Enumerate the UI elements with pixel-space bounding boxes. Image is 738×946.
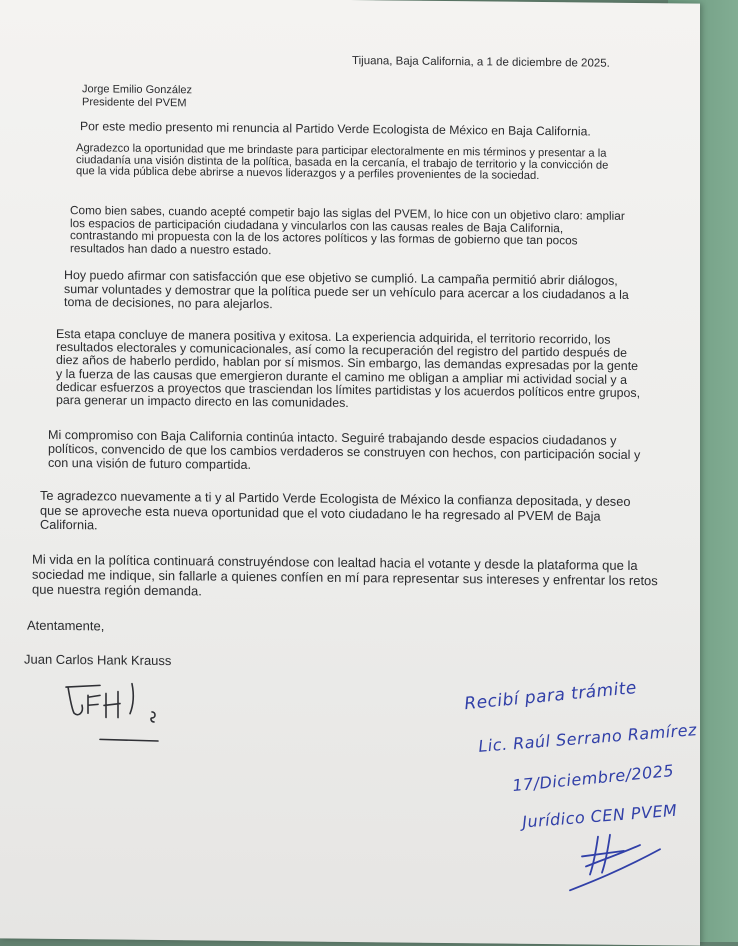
body-paragraph-4: Esta etapa concluye de manera positiva y exitosa. La experiencia adquirida, el territorio recorrido, los resultados electorales y comunicacionales, así como la recuperación del registro del partido después de diez años de haberlo perdido, hablan por sí mismos. Sin embargo, las demandas expresadas por la gente y la fuerza de las causas que emergieron durante el camino me obligan a ampliar mi actividad social y a dedicar esfuerzos a proyectos que trasciendan los límites partidistas y los acuerdos políticos entre grupos, para generar un impacto directo en las comunidades. bbox=[56, 326, 641, 411]
place-date: Tijuana, Baja California, a 1 de diciembre de 2025. bbox=[352, 55, 610, 70]
body-paragraph-6: Te agradezco nuevamente a ti y al Partido Verde Ecologista de México la confianza depositada, y deseo que se aproveche esta nueva oportunidad que el voto ciudadano le ha regresado al PVEM de Baja California. bbox=[40, 487, 631, 533]
receipt-note bbox=[460, 667, 720, 910]
body-paragraph-1: Agradezco la oportunidad que me brindaste para participar electoralmente en mis términos y presentar a la ciudadanía una visión distinta de la política, basada en la cercanía, el trabajo de territorio y la convicción de que la vida pública debe abrirse a nuevos liderazgos y a perfiles provenientes de la sociedad. bbox=[76, 142, 609, 182]
body-paragraph-3: Hoy puedo afirmar con satisfacción que ese objetivo se cumplió. La campaña permitió abrir diálogos, sumar voluntades y demostrar que la política puede ser un vehículo para acercar a los ciudadanos a la toma de decisiones, no para alejarlos. bbox=[64, 268, 629, 312]
receiver-signature-mark bbox=[560, 826, 670, 897]
intro-paragraph: Por este medio presento mi renuncia al Partido Verde Ecologista de México en Baja California. bbox=[80, 119, 591, 139]
addressee-block bbox=[82, 83, 192, 110]
signer-name: Juan Carlos Hank Krauss bbox=[24, 651, 172, 669]
recipient-title: Presidente del PVEM bbox=[82, 96, 187, 110]
receipt-note-line-4: Jurídico CEN PVEM bbox=[521, 800, 679, 832]
receipt-note-line-2: Lic. Raúl Serrano Ramírez bbox=[477, 720, 698, 756]
body-paragraph-5: Mi compromiso con Baja California continúa intacto. Seguiré trabajando desde espacios ciudadanos y políticos, convencido de que los cambios verdaderos se construyen con hechos, con participación social y con una visión de futuro compartida. bbox=[48, 427, 641, 472]
signature-mark bbox=[60, 673, 170, 754]
receipt-note-line-3: 17/Diciembre/2025 bbox=[511, 760, 675, 796]
recipient-name: Jorge Emilio González bbox=[82, 83, 193, 97]
body-paragraph-7: Mi vida en la política continuará construyéndose con lealtad hacia el votante y desde la plataforma que la sociedad me indique, sin fallarle a quienes confíen en mí para representar sus intereses y enfrentar los retos que nuestra región demanda. bbox=[32, 551, 658, 599]
closing-phrase: Atentamente, bbox=[27, 617, 105, 634]
receipt-note-line-1: Recibí para trámite bbox=[463, 677, 638, 715]
body-paragraph-2: Como bien sabes, cuando acepté competir bajo las siglas del PVEM, lo hice con un objetivo claro: ampliar los espacios de participación ciudadana y vincularlos con las causas reales de Baja California, contrastando mi propuesta con la de los actores políticos y las formas de gobierno que tan pocos resultados han dado a nuestro estado. bbox=[70, 203, 625, 257]
